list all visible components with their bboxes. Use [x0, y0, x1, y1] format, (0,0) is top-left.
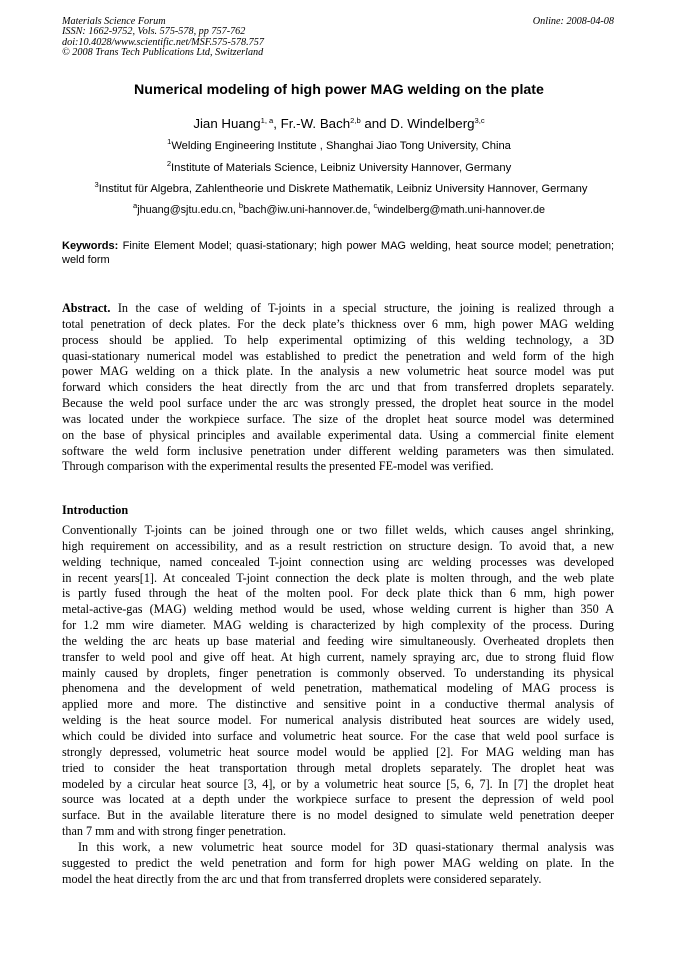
author-name: D. Windelberg [390, 116, 475, 131]
email-link[interactable]: bach@iw.uni-hannover.de, [243, 204, 374, 216]
introduction-line: surface. But in the available literature there is no model designed to simulate weld penetration deeper [62, 808, 614, 823]
abstract-line [62, 364, 614, 380]
abstract-label: Abstract. [62, 301, 111, 315]
paper-title: Numerical modeling of high power MAG welding on the plate [134, 82, 544, 98]
author-superscript: 1, a [260, 116, 274, 125]
abstract-line-text: software the weld form inclusive penetration under different welding parameters was then simulated. [62, 443, 614, 458]
abstract-line-text: on the base of physical principles and available experimental data. Using a commercial finite element [62, 427, 614, 442]
issn-line: ISSN: 1662-9752, Vols. 575-578, pp 757-762 [62, 26, 246, 38]
affiliation-1 [0, 139, 678, 154]
abstract-line-text: was located under the workpiece surface. The size of the droplet heat source model was determined [62, 411, 614, 426]
introduction-line: metal-active-gas (MAG) welding method would be used, whose welding current is higher than 350 A [62, 602, 614, 617]
abstract-line-text: quasi-stationary numerical model was established to predict the penetration and weld form of the high [62, 348, 614, 363]
affiliation-number: 3 [94, 180, 99, 189]
abstract-line-text: total penetration of deck plates. For the deck plate’s thickness over 6 mm, high power MAG welding [62, 316, 614, 331]
abstract-line [62, 317, 614, 333]
introduction-line: transfer to weld pool and give off heat. At high current, namely spraying arc, due to strong fluid flow [62, 649, 614, 664]
introduction-line: high requirement on accessibility, and as a result restriction on structure design. To avoid that, a new [62, 538, 614, 553]
online-date: Online: 2008-04-08 [532, 16, 614, 27]
email-link[interactable]: windelberg@math.uni-hannover.de [377, 204, 545, 216]
doi-line[interactable]: doi:10.4028/www.scientific.net/MSF.575-578.757 [62, 36, 264, 48]
introduction-body [62, 523, 614, 887]
email-superscript: a [133, 201, 138, 210]
introduction-line: source was located at a depth under the workpiece surface to present the depression of weld pool [62, 792, 614, 807]
email-link[interactable]: jhuang@sjtu.edu.cn, [137, 204, 239, 216]
email-superscript: c [373, 201, 378, 210]
introduction-line: welding is the heat source model. For numerical analysis distributed heat sources are widely used, [62, 713, 614, 728]
abstract-line-text: Through comparison with the experimental results the presented FE-model was verified. [62, 459, 494, 474]
introduction-line: is partly fused through the heat of the molten pool. For deck plate thick than 6 mm, high power [62, 586, 614, 601]
affiliation-2 [0, 161, 678, 176]
copyright-line: © 2008 Trans Tech Publications Ltd, Switzerland [62, 47, 264, 59]
author-superscript: 2,b [350, 116, 361, 125]
abstract-line-text: process should be applied. To help experimental optimizing of this welding technology, a 3D [62, 332, 614, 347]
affiliation-text: Welding Engineering Institute , Shanghai Jiao Tong University, China [171, 140, 511, 152]
journal-name: Materials Science Forum [62, 16, 166, 27]
introduction-line: in recent years[1]. At concealed T-joint connection the deck plate is molten through, and the web plate [62, 570, 614, 585]
introduction-line: model the heat directly from the arc und that from transferred droplets were considered separately. [62, 871, 542, 886]
journal-header [62, 17, 482, 59]
abstract-line-text: Because the weld pool surface under the arc was strongly pressed, the droplet heat source in the model [62, 396, 614, 411]
introduction-line: strongly depressed, volumetric heat source model would be applied [2]. For MAG welding man has [62, 744, 614, 759]
author-superscript: 3,c [474, 116, 485, 125]
author-list [0, 115, 678, 135]
affiliation-number: 1 [167, 137, 172, 146]
abstract-line [62, 333, 614, 349]
introduction-heading: Introduction [62, 503, 129, 517]
abstract-line-text: In the case of welding of T-joints in a special structure, the joining is realized through a [110, 301, 614, 315]
abstract-line [62, 301, 614, 317]
introduction-line: In this work, a new volumetric heat source model for 3D quasi-stationary thermal analysis was [78, 839, 614, 854]
abstract-line-text: power MAG welding on a thick plate. In the analysis a new volumetric heat source model was put [62, 364, 614, 379]
abstract-block [62, 301, 614, 475]
author-name: Fr.-W. Bach [280, 116, 351, 131]
introduction-line: mainly caused by droplets, finger penetration is commonly observed. To understanding its physical [62, 665, 614, 680]
keywords-label: Keywords: [62, 240, 119, 252]
affiliation-text: Institute of Materials Science, Leibniz University Hannover, Germany [171, 162, 512, 174]
affiliation-text: Institut für Algebra, Zahlentheorie und Diskrete Mathematik, Leibniz University Hannover, Germany [98, 183, 588, 195]
affiliation-3 [2, 182, 678, 197]
abstract-line [62, 444, 614, 460]
abstract-line [62, 459, 614, 475]
abstract-line [62, 396, 614, 412]
introduction-line: Conventionally T-joints can be joined through one or two fillet welds, which causes angel shrinking, [62, 523, 614, 537]
abstract-line [62, 380, 614, 396]
author-separator: , [273, 116, 281, 131]
author-emails [0, 203, 678, 218]
abstract-line [62, 349, 614, 365]
introduction-line: than 7 mm and with strong finger penetration. [62, 824, 287, 839]
introduction-line: suggested to predict the weld penetration and form for high power MAG welding on plate. In the [62, 855, 614, 870]
author-separator: and [360, 116, 391, 131]
affiliation-number: 2 [166, 159, 172, 168]
introduction-line: applied more and more. The distinctive and sensitive point in a conductive thermal analysis of [62, 697, 614, 712]
introduction-line: the welding the arc heats up base material and feeding wire simultaneously. Overheated droplets then [62, 633, 614, 648]
keywords-block [62, 239, 614, 267]
introduction-line: which could be divided into surface and volumetric heat source. For the case that weld pool surface is [62, 728, 614, 743]
introduction-line: for 1.2 mm wire diameter. MAG welding is characterized by high complexity of the process. During [62, 618, 614, 633]
email-superscript: b [238, 201, 244, 210]
abstract-line [62, 428, 614, 444]
introduction-line: phenomena and the development of weld penetration, mathematical modeling of MAG process is [62, 681, 614, 696]
keywords-text: Finite Element Model; quasi-stationary; high power MAG welding, heat source model; penetration; weld form [62, 240, 614, 266]
introduction-line: welding technique, named concealed T-joint connection using arc welding processes was developed [62, 554, 614, 569]
introduction-line: modeled by a circular heat source [3, 4], or by a volumetric heat source [5, 6, 7]. In [7] the droplet heat [62, 776, 614, 791]
abstract-line-text: forward which considers the heat directly from the arc und that from transferred droplets separately. [62, 380, 614, 395]
introduction-line: tried to consider the heat transportation through metal droplets separately. The droplet heat was [62, 760, 614, 775]
author-name: Jian Huang [193, 116, 261, 131]
abstract-line [62, 412, 614, 428]
